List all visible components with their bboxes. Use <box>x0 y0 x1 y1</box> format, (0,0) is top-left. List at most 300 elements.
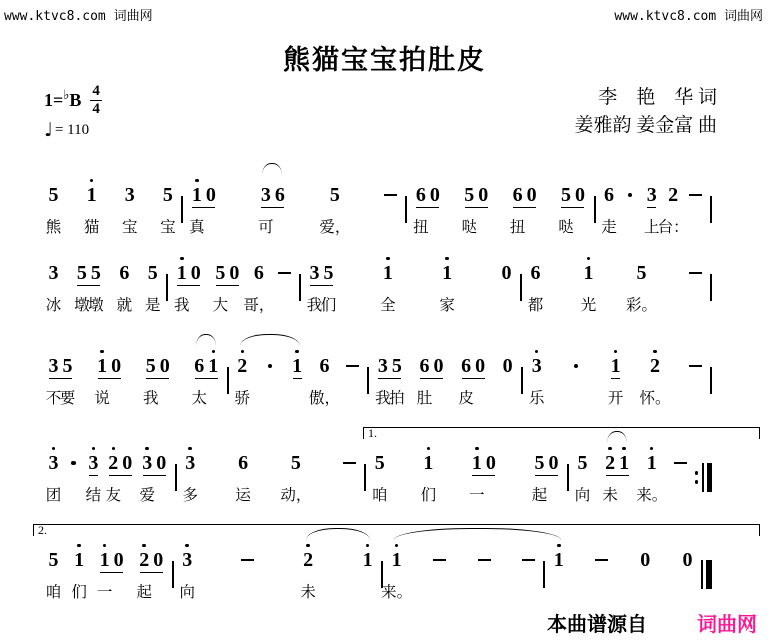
dash-cell <box>241 540 254 600</box>
octave-dot-slot <box>212 346 216 354</box>
octave-dot-slot <box>77 540 81 548</box>
octave-dot-slot <box>295 346 299 354</box>
note <box>139 443 155 504</box>
dash-group <box>241 540 254 600</box>
note-digit: 3 <box>48 354 59 377</box>
note <box>601 175 617 236</box>
dot-group <box>571 346 582 406</box>
octave-dot <box>653 350 657 354</box>
note-digit: 3 <box>260 183 271 206</box>
dash-cell <box>346 346 359 406</box>
octave-dot-slot <box>650 443 654 451</box>
dash-line <box>346 365 359 367</box>
note <box>243 253 275 314</box>
octave-dot-slot <box>185 540 189 548</box>
note-group <box>420 443 437 504</box>
note <box>191 346 208 407</box>
lyric-text: 傲， <box>309 390 341 407</box>
note-group <box>602 443 630 504</box>
note <box>45 175 62 236</box>
note <box>116 253 133 314</box>
slur-arc <box>196 334 216 346</box>
note <box>142 346 159 407</box>
note <box>122 443 133 503</box>
measure <box>40 175 181 235</box>
slur-arc <box>240 334 300 346</box>
note <box>375 346 391 407</box>
lyric-text: 来。 <box>636 487 668 504</box>
note-group <box>640 540 651 600</box>
note <box>300 540 316 601</box>
measure <box>569 443 695 503</box>
dash-line <box>595 559 608 561</box>
note-digit: 1 <box>610 354 621 377</box>
note-group <box>501 253 512 313</box>
dash-line <box>478 559 491 561</box>
lyric-text: 不 <box>45 390 62 407</box>
lyric-text: 上 <box>644 219 660 236</box>
note-digit: 1 <box>292 354 303 377</box>
octave-dot-slot <box>241 346 245 354</box>
dash-line <box>384 194 397 196</box>
barline <box>710 274 712 301</box>
measure <box>183 175 405 235</box>
note-digit: 0 <box>113 548 124 571</box>
note <box>429 175 440 235</box>
note-digit: 1 <box>471 451 482 474</box>
measure-row <box>40 540 712 600</box>
octave-dot-slot <box>614 346 618 354</box>
dash-cell <box>278 253 291 313</box>
lyric-text: 大 <box>212 297 229 314</box>
note-group <box>191 175 216 235</box>
octave-dot <box>195 179 199 183</box>
barline <box>710 196 712 223</box>
note-digit: 6 <box>319 354 330 377</box>
score-line <box>40 524 712 602</box>
octave-dot <box>557 544 561 548</box>
lyric-text: 运 <box>235 487 251 504</box>
octave-dot-slot <box>535 346 539 354</box>
octave-dot-slot <box>386 253 390 261</box>
lyric-text: 可 <box>258 219 274 236</box>
lyric-text: 就 <box>116 297 133 314</box>
note-digit: 6 <box>461 354 472 377</box>
dash-line <box>433 559 446 561</box>
page-title: 熊猫宝宝拍肚皮 <box>283 45 486 75</box>
note-group <box>116 253 133 314</box>
note-digit: 0 <box>429 183 440 206</box>
note <box>640 540 651 600</box>
dot-cell <box>68 443 79 503</box>
note-digit: 5 <box>577 451 588 474</box>
note <box>502 346 513 406</box>
key-tonic: 1= <box>44 90 64 110</box>
note-digit: 6 <box>274 183 285 206</box>
octave-dot <box>52 447 56 451</box>
note-group <box>372 443 388 504</box>
note-digit: 5 <box>560 183 571 206</box>
octave-dot-slot <box>188 443 192 451</box>
note-digit: 1 <box>176 261 187 284</box>
footer-site-text: 词曲网 <box>697 614 757 636</box>
note <box>190 253 201 313</box>
lyric-text: 皮 <box>458 390 474 407</box>
note-digit: 6 <box>415 183 426 206</box>
note-group <box>191 346 219 407</box>
dash-cell <box>478 540 491 600</box>
note-group <box>306 253 337 314</box>
note-group <box>375 346 405 407</box>
note-digit: 3 <box>531 354 542 377</box>
note <box>531 443 548 504</box>
lyric-text: 向 <box>574 487 591 504</box>
note <box>205 175 216 235</box>
octave-dot <box>427 447 431 451</box>
note <box>45 443 62 504</box>
note <box>309 346 341 407</box>
dot-group <box>264 346 275 406</box>
note <box>439 253 455 314</box>
flat-icon: ♭ <box>63 88 70 103</box>
note-group <box>531 443 559 504</box>
note-digit: 0 <box>156 451 167 474</box>
note <box>234 346 251 407</box>
slur-layer <box>40 237 712 253</box>
note-group <box>415 175 440 235</box>
note-group <box>574 443 591 504</box>
note <box>420 443 437 504</box>
note-digit: 2 <box>237 354 248 377</box>
lyric-text: 彩。 <box>625 297 657 314</box>
lyric-text: 全 <box>380 297 396 314</box>
measure <box>40 346 227 406</box>
note-group <box>381 540 413 601</box>
dot-group <box>68 443 79 503</box>
octave-dot-slot <box>445 253 449 261</box>
note <box>625 253 657 314</box>
measure <box>301 253 520 313</box>
note <box>553 540 564 600</box>
lyric-text: 真 <box>189 219 205 236</box>
note-group <box>74 253 104 314</box>
note-digit: 1 <box>391 548 402 571</box>
note-group <box>176 253 201 313</box>
dash-line <box>689 194 702 196</box>
note <box>320 253 337 314</box>
note-digit: 1 <box>362 548 373 571</box>
note-group <box>439 253 455 314</box>
octave-dot-slot <box>427 443 431 451</box>
meter-numerator: 4 <box>92 83 100 99</box>
octave-dot <box>445 257 449 261</box>
lyric-text: 要 <box>59 390 76 407</box>
note <box>71 540 87 601</box>
note <box>45 253 62 314</box>
octave-dot-slot <box>475 443 479 451</box>
note <box>380 253 396 314</box>
measure <box>596 175 711 235</box>
note-digit: 1 <box>86 183 97 206</box>
lyric-text: 都 <box>527 297 544 314</box>
lyric-text: 动， <box>280 487 312 504</box>
augmentation-dot <box>268 364 272 368</box>
lyric-text: 太 <box>191 390 208 407</box>
note-digit: 0 <box>205 183 216 206</box>
note-digit: 3 <box>48 261 59 284</box>
lyric-text: 一 <box>96 584 113 601</box>
volta-label: 1. <box>368 426 377 440</box>
note-digit: 0 <box>478 183 489 206</box>
lyric-text: 墩 <box>74 297 90 314</box>
dash-group <box>689 253 702 313</box>
note-digit: 0 <box>526 183 537 206</box>
note-group <box>45 346 76 407</box>
note-group <box>139 443 167 504</box>
lyric-text: 熊 <box>45 219 62 236</box>
note <box>179 540 195 601</box>
lyric-text: 结 <box>85 487 102 504</box>
note-digit: 6 <box>530 261 541 284</box>
measure <box>40 253 166 313</box>
note-digit: 5 <box>62 354 73 377</box>
lyric-text: 说 <box>94 390 110 407</box>
note-digit: 6 <box>194 354 205 377</box>
note <box>548 443 559 503</box>
note-digit: 1 <box>74 548 85 571</box>
dash-cell <box>689 175 702 235</box>
note-group <box>636 443 668 504</box>
note-digit: 6 <box>419 354 430 377</box>
note-digit: 5 <box>90 261 101 284</box>
note <box>74 253 90 314</box>
octave-dot-slot <box>587 253 591 261</box>
note <box>528 346 545 407</box>
note-group <box>182 443 198 504</box>
note <box>657 175 689 236</box>
measure <box>523 346 710 406</box>
note-digit: 2 <box>303 548 314 571</box>
note-digit: 3 <box>124 183 135 206</box>
note-digit: 5 <box>290 451 301 474</box>
note <box>208 346 219 406</box>
measure <box>522 253 710 313</box>
note-digit: 5 <box>464 183 475 206</box>
lyric-text: 家 <box>439 297 455 314</box>
lyric-text: 未 <box>300 584 316 601</box>
note-digit: 5 <box>374 451 385 474</box>
octave-dot-slot <box>180 253 184 261</box>
note-digit: 1 <box>553 548 564 571</box>
note <box>607 346 624 407</box>
dot-group <box>625 175 636 235</box>
octave-dot-slot <box>195 175 199 183</box>
octave-dot <box>306 544 310 548</box>
lyric-text: 墩 <box>88 297 104 314</box>
lyric-text: 们 <box>71 584 87 601</box>
dash-group <box>689 346 702 406</box>
note-group <box>145 253 161 314</box>
note-digit: 3 <box>182 548 193 571</box>
octave-dot-slot <box>622 443 626 451</box>
octave-dot <box>188 447 192 451</box>
note-group <box>235 443 251 504</box>
note <box>416 346 433 407</box>
lyric-text: 扭 <box>509 219 526 236</box>
note-digit: 1 <box>191 183 202 206</box>
note-group <box>94 346 122 407</box>
octave-dot <box>145 447 149 451</box>
note-digit: 0 <box>475 354 486 377</box>
footer <box>547 608 757 637</box>
measure <box>177 443 365 503</box>
octave-dot <box>112 447 116 451</box>
dash-cell <box>522 540 535 600</box>
note-digit: 3 <box>88 451 99 474</box>
note-digit: 3 <box>377 354 388 377</box>
dash-line <box>278 272 291 274</box>
note-group <box>416 346 444 407</box>
note <box>160 175 176 236</box>
volta-bracket <box>33 524 760 536</box>
note <box>527 253 544 314</box>
octave-dot-slot <box>366 540 370 548</box>
note-group <box>580 253 597 314</box>
note <box>478 175 489 235</box>
note-digit: 0 <box>190 261 201 284</box>
watermark-right: www.ktvc8.com 词曲网 <box>614 9 763 24</box>
measure <box>545 540 701 600</box>
repeat-dots <box>695 463 699 492</box>
lyric-text: 未 <box>602 487 618 504</box>
note <box>258 175 274 236</box>
note-digit: 6 <box>512 183 523 206</box>
measure-row <box>40 175 712 235</box>
note-digit: 3 <box>309 261 320 284</box>
dash-line <box>343 462 356 464</box>
key-letter: B <box>69 90 82 110</box>
note-digit: 2 <box>650 354 660 377</box>
note-digit: 0 <box>485 451 496 474</box>
note-group <box>71 540 87 601</box>
dash-group <box>522 540 535 600</box>
lyric-text: 友 <box>105 487 122 504</box>
note <box>306 253 323 314</box>
credit-composer: 姜雅韵 姜金富 曲 <box>574 115 717 136</box>
note-digit: 1 <box>97 354 108 377</box>
note-group <box>142 346 170 407</box>
note <box>111 346 122 406</box>
lyric-text: 多 <box>182 487 198 504</box>
note-group <box>527 253 544 314</box>
note-digit: 5 <box>534 451 545 474</box>
dash-group <box>384 175 397 235</box>
note <box>636 443 668 504</box>
note-group <box>458 346 486 407</box>
volta-label: 2. <box>38 523 47 537</box>
note-group <box>607 346 624 407</box>
note-group <box>300 540 316 601</box>
dash-group <box>478 540 491 600</box>
octave-dot-slot <box>557 540 561 548</box>
note-digit: 2 <box>139 548 150 571</box>
note-digit: 1 <box>99 548 110 571</box>
note <box>88 253 104 314</box>
octave-dot <box>614 350 618 354</box>
lyric-text: 猫 <box>83 219 100 236</box>
lyric-text: 乐 <box>528 390 545 407</box>
note-group <box>179 540 195 601</box>
note-digit: 6 <box>604 183 614 206</box>
note-digit: 0 <box>682 548 693 571</box>
dash-cell <box>343 443 356 503</box>
augmentation-dot <box>574 364 578 368</box>
note-digit: 3 <box>185 451 196 474</box>
octave-dot <box>650 447 654 451</box>
note <box>145 253 161 314</box>
note-group <box>45 540 62 601</box>
note <box>59 346 76 407</box>
note-group <box>657 175 689 236</box>
octave-dot <box>295 350 299 354</box>
note-group <box>96 540 124 601</box>
note-digit: 0 <box>640 548 651 571</box>
note-digit: 0 <box>433 354 444 377</box>
octave-dot <box>90 179 94 183</box>
note <box>45 346 62 407</box>
note-group <box>362 540 373 600</box>
note-group <box>45 443 62 504</box>
note-group <box>160 175 176 236</box>
dash-group <box>433 540 446 600</box>
lyric-text: 开 <box>607 390 624 407</box>
dot-cell <box>264 346 275 406</box>
note-group <box>234 346 251 407</box>
lyric-text: 哒 <box>461 219 477 236</box>
note-group <box>553 540 564 600</box>
dash-line <box>241 559 254 561</box>
note <box>475 346 486 406</box>
note <box>682 540 693 600</box>
note <box>274 175 285 235</box>
note <box>501 253 512 313</box>
barline <box>710 367 712 394</box>
note-digit: 1 <box>382 261 393 284</box>
lyric-text: 们 <box>420 487 437 504</box>
octave-dot-slot <box>395 540 399 548</box>
note-group <box>682 540 693 600</box>
note-group <box>105 443 133 504</box>
note <box>85 443 102 504</box>
score-line <box>40 159 712 237</box>
note-digit: 2 <box>108 451 119 474</box>
note <box>574 175 585 235</box>
final-barline <box>701 560 712 589</box>
note-digit: 6 <box>238 451 249 474</box>
note-digit: 6 <box>253 261 264 284</box>
note-digit: 0 <box>122 451 133 474</box>
note-group <box>639 346 671 407</box>
lyric-text: 咱 <box>45 584 62 601</box>
octave-dot-slot <box>608 443 612 451</box>
note <box>182 443 198 504</box>
note-group <box>309 346 341 407</box>
dash-line <box>674 462 687 464</box>
lyric-text: 们 <box>320 297 337 314</box>
dot-cell <box>571 346 582 406</box>
note <box>580 253 597 314</box>
note-digit: 5 <box>215 261 226 284</box>
